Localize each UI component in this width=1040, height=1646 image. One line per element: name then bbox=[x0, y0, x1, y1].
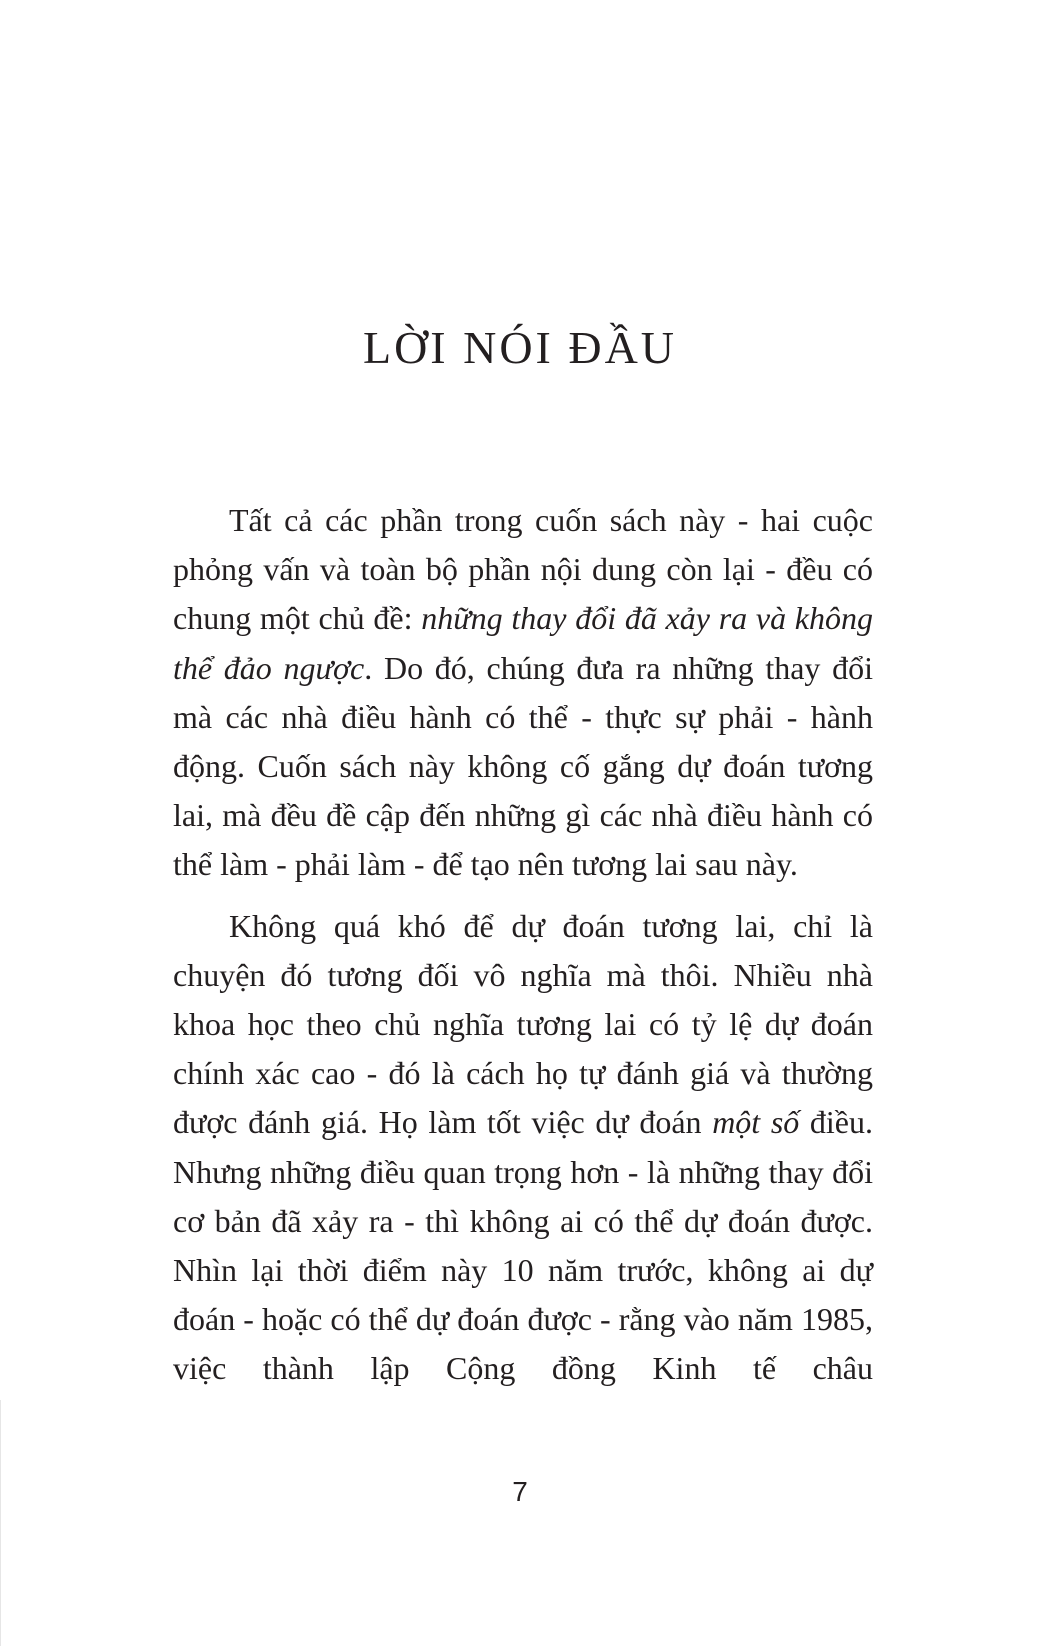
paragraph-1-italic-phrase: những thay đổi đã xảy ra và không thể đảo ngược bbox=[173, 600, 874, 686]
page-edge-line bbox=[0, 1400, 1, 1646]
chapter-title: LỜI NÓI ĐẦU bbox=[362, 322, 678, 373]
paragraph-1-text-before: Tất cả các phần trong cuốn sách này - hai cuộc phỏng vấn và toàn bộ phần nội dung còn lại - đều có chung một chủ đề: bbox=[173, 502, 873, 637]
paragraph-1 bbox=[173, 496, 873, 890]
body-text bbox=[173, 496, 873, 1394]
paragraph-2 bbox=[173, 902, 873, 1394]
paragraph-2-italic-phrase: một số bbox=[712, 1104, 800, 1141]
paragraph-2-text-before: Không quá khó để dự đoán tương lai, chỉ là chuyện đó tương đối vô nghĩa mà thôi. Nhiều nhà khoa học theo chủ nghĩa tương lai có tỷ lệ dự đoán chính xác cao - đó là cách họ tự đánh giá và thường được đánh giá. Họ làm tốt việc dự đoán bbox=[173, 907, 873, 1141]
page-number: 7 bbox=[512, 1476, 528, 1507]
paragraph-2-text-after: điều. Nhưng những điều quan trọng hơn - là những thay đổi cơ bản đã xảy ra - thì không ai có thể dự đoán được. Nhìn lại thời điểm này 10 năm trước, không ai dự đoán - hoặc có thể dự đoán được - rằng vào năm 1985, việc thành lập Cộng đồng Kinh tế châu bbox=[173, 1104, 874, 1387]
paragraph-1-text-after: . Do đó, chúng đưa ra những thay đổi mà các nhà điều hành có thể - thực sự phải - hành động. Cuốn sách này không cố gắng dự đoán tương lai, mà đều đề cập đến những gì các nhà điều hành có thể làm - phải làm - để tạo nên tương lai sau này. bbox=[173, 649, 874, 883]
